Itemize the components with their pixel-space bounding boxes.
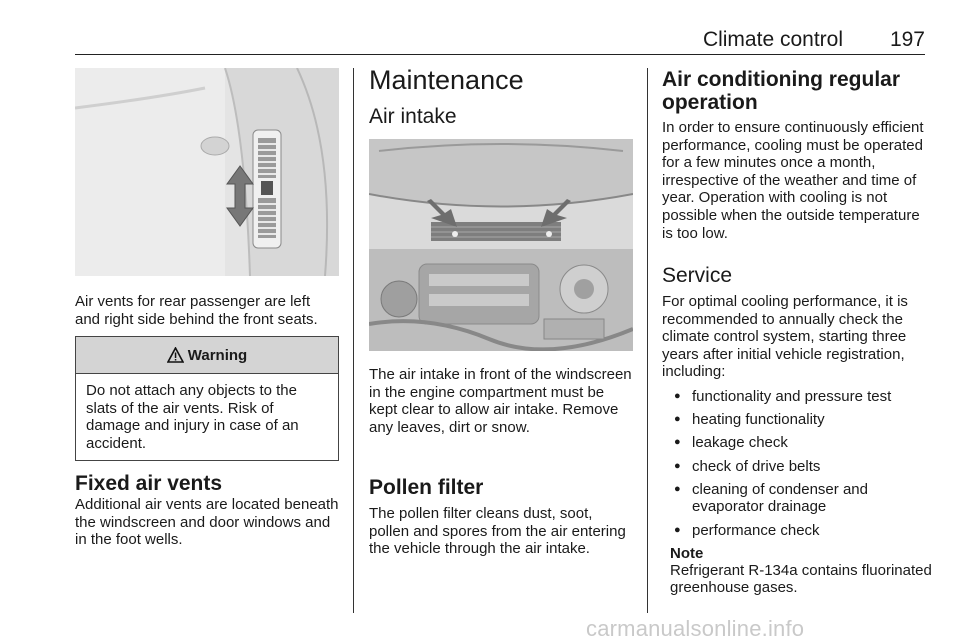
service-section bbox=[662, 264, 932, 597]
column-divider bbox=[353, 68, 354, 613]
warning-title-bar bbox=[76, 337, 338, 374]
warning-box bbox=[75, 336, 339, 461]
section-title: Climate control bbox=[702, 28, 843, 51]
service-heading: Service bbox=[662, 264, 733, 287]
pollen-filter-section bbox=[369, 476, 635, 558]
watermark: carmanualsonline.info bbox=[586, 616, 805, 641]
ac-regular-operation-section bbox=[662, 68, 932, 242]
list-item: ● heating functionality bbox=[662, 411, 932, 429]
column-divider bbox=[647, 68, 648, 613]
maintenance-section bbox=[369, 64, 635, 129]
list-item: ● check of drive belts bbox=[662, 458, 932, 476]
rear-vents-caption-block bbox=[75, 293, 339, 328]
air-intake-text: The air intake in front of the windscreen in the engine compartment must be kept clear to allow air intake. Remove any leaves, dirt or snow. bbox=[369, 366, 632, 436]
fixed-vents-section bbox=[75, 472, 339, 549]
fixed-vents-heading: Fixed air vents bbox=[75, 472, 223, 495]
air-intake-text-block bbox=[369, 366, 635, 436]
pollen-filter-text: The pollen filter cleans dust, soot, pollen and spores from the air entering the vehicle through the air intake. bbox=[369, 505, 626, 558]
note-text: Refrigerant R-134a contains fluorinated greenhouse gases. bbox=[670, 561, 932, 597]
rear-vents-caption: Air vents for rear passenger are left and right side behind the front seats. bbox=[75, 293, 318, 328]
ac-regular-text: In order to ensure continuously efficient performance, cooling must be operated for a few minutes once a month, irrespective of the weather and time of year. Operation with cooling is not possible when the outside temperature is too low. bbox=[662, 119, 924, 242]
rear-air-vents-illustration bbox=[75, 68, 339, 276]
page-number: 197 bbox=[889, 28, 925, 51]
list-item: ● leakage check bbox=[662, 434, 932, 452]
note-label: Note bbox=[670, 544, 704, 562]
warning-title: Warning bbox=[187, 346, 248, 364]
list-item: ● performance check bbox=[662, 522, 932, 540]
fixed-vents-text: Additional air vents are located beneath the windscreen and door windows and in the foot wells. bbox=[75, 496, 339, 549]
page-header bbox=[75, 28, 925, 55]
pollen-filter-heading: Pollen filter bbox=[369, 476, 484, 499]
service-text: For optimal cooling performance, it is recommended to annually check the climate control system, starting three years after initial vehicle registration, including: bbox=[662, 293, 908, 381]
air-intake-heading: Air intake bbox=[369, 105, 457, 128]
maintenance-heading: Maintenance bbox=[369, 65, 524, 95]
list-item: ● functionality and pressure test bbox=[662, 388, 932, 406]
air-intake-illustration bbox=[369, 139, 633, 351]
warning-triangle-icon bbox=[167, 347, 184, 363]
service-checklist bbox=[662, 388, 932, 539]
ac-regular-heading: Air conditioning regular operation bbox=[662, 68, 901, 114]
list-item: ● cleaning of condenser and evaporator drainage bbox=[662, 481, 932, 516]
warning-text: Do not attach any objects to the slats of the air vents. Risk of damage and injury in case of an accident. bbox=[86, 382, 299, 452]
